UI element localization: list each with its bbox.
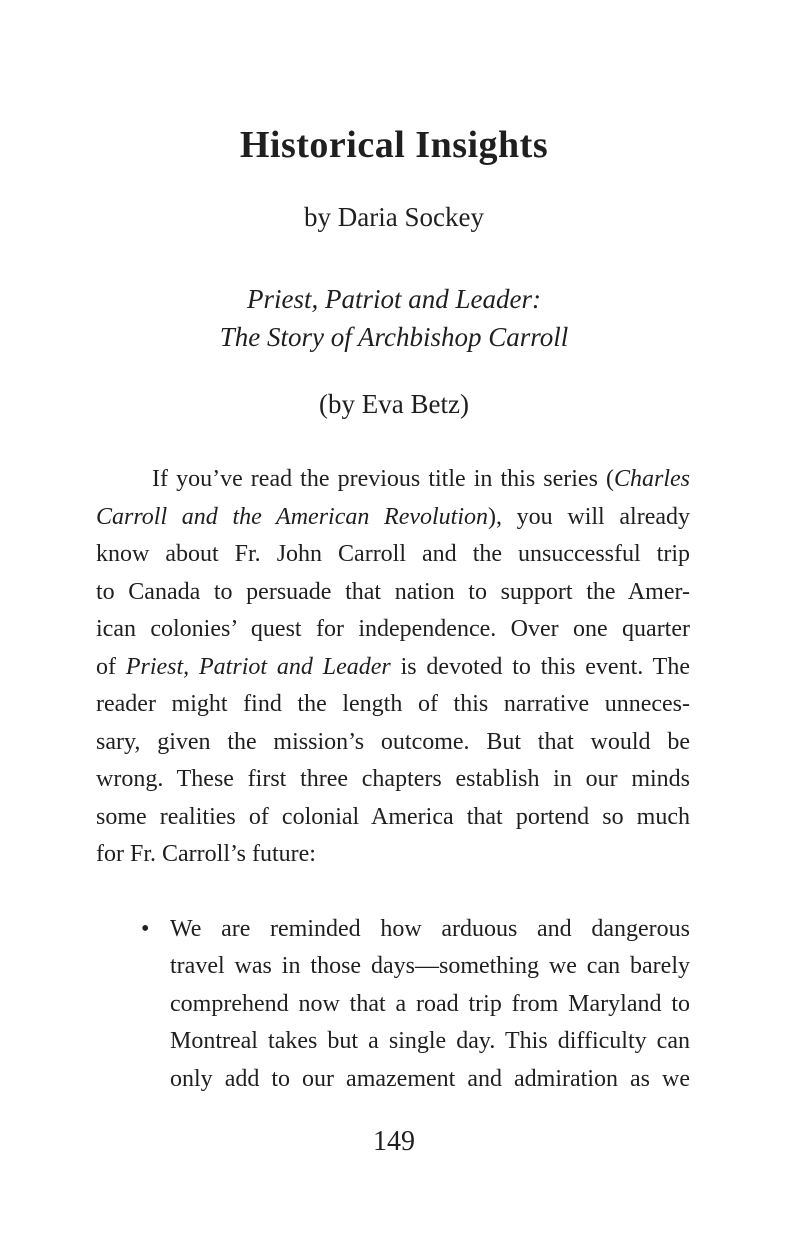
bullet-item xyxy=(96,911,690,1099)
text-segment: for Fr. Carroll’s future: xyxy=(96,841,316,867)
paragraph-line xyxy=(96,611,690,649)
bullet-lines xyxy=(170,911,690,1099)
bullet-line xyxy=(170,911,690,949)
paragraph-line xyxy=(96,799,690,837)
text-segment: some realities of colonial America that portend so much xyxy=(96,803,690,830)
page-title: Historical Insights xyxy=(239,124,549,166)
text-segment: travel was in those days—something we can barely xyxy=(170,953,690,979)
italic-text-segment: Carroll and the American Revolution xyxy=(96,503,489,530)
byline: by Daria Sockey xyxy=(304,202,484,232)
text-segment: know about Fr. John Carroll and the unsuccessful trip xyxy=(96,541,690,567)
paragraph-line xyxy=(96,724,690,762)
bullet-marker: • xyxy=(141,915,150,942)
text-segment: to Canada to persuade that nation to support the Amer- xyxy=(96,578,690,605)
italic-text-segment: Charles xyxy=(613,466,690,492)
page-number: 149 xyxy=(373,1126,415,1157)
paragraph-line xyxy=(96,649,690,687)
text-segment: comprehend now that a road trip from Maryland to xyxy=(170,990,690,1017)
bullet-line xyxy=(170,948,690,986)
text-segment: ), you will already xyxy=(488,503,690,530)
text-segment: only add to our amazement and admiration as we xyxy=(170,1065,690,1092)
italic-text-segment: Priest, Patriot and Leader xyxy=(125,653,391,680)
paragraph-line xyxy=(96,836,690,874)
book-title xyxy=(0,280,788,356)
text-segment: Montreal takes but a single day. This difficulty can xyxy=(170,1028,690,1054)
text-segment: wrong. These first three chapters establish in our minds xyxy=(96,766,690,792)
paragraph-line xyxy=(96,536,690,574)
text-segment: ican colonies’ quest for independence. Over one quarter xyxy=(96,616,690,642)
book-title-line-1: Priest, Patriot and Leader: xyxy=(247,284,541,314)
book-author: (by Eva Betz) xyxy=(319,389,469,419)
text-segment: We are reminded how arduous and dangerous xyxy=(170,915,690,942)
paragraph-line xyxy=(96,574,690,612)
text-segment: If you’ve read the previous title in this series ( xyxy=(152,466,614,492)
text-segment: is devoted to this event. The xyxy=(390,653,690,680)
text-segment: reader might find the length of this narrative unneces- xyxy=(96,691,690,717)
paragraph-lines xyxy=(96,461,690,874)
paragraph-line xyxy=(96,761,690,799)
bullet-line xyxy=(170,986,690,1024)
body-text xyxy=(96,461,690,1098)
front-matter xyxy=(0,122,788,421)
book-title-line-2: The Story of Archbishop Carroll xyxy=(219,322,569,352)
paragraph-line xyxy=(96,499,690,537)
paragraph-line xyxy=(96,461,690,499)
text-segment: of xyxy=(96,653,126,680)
text-segment: sary, given the mission’s outcome. But that would be xyxy=(96,728,690,755)
paragraph-line xyxy=(96,686,690,724)
bullet-line xyxy=(170,1023,690,1061)
bullet-line xyxy=(170,1061,690,1099)
